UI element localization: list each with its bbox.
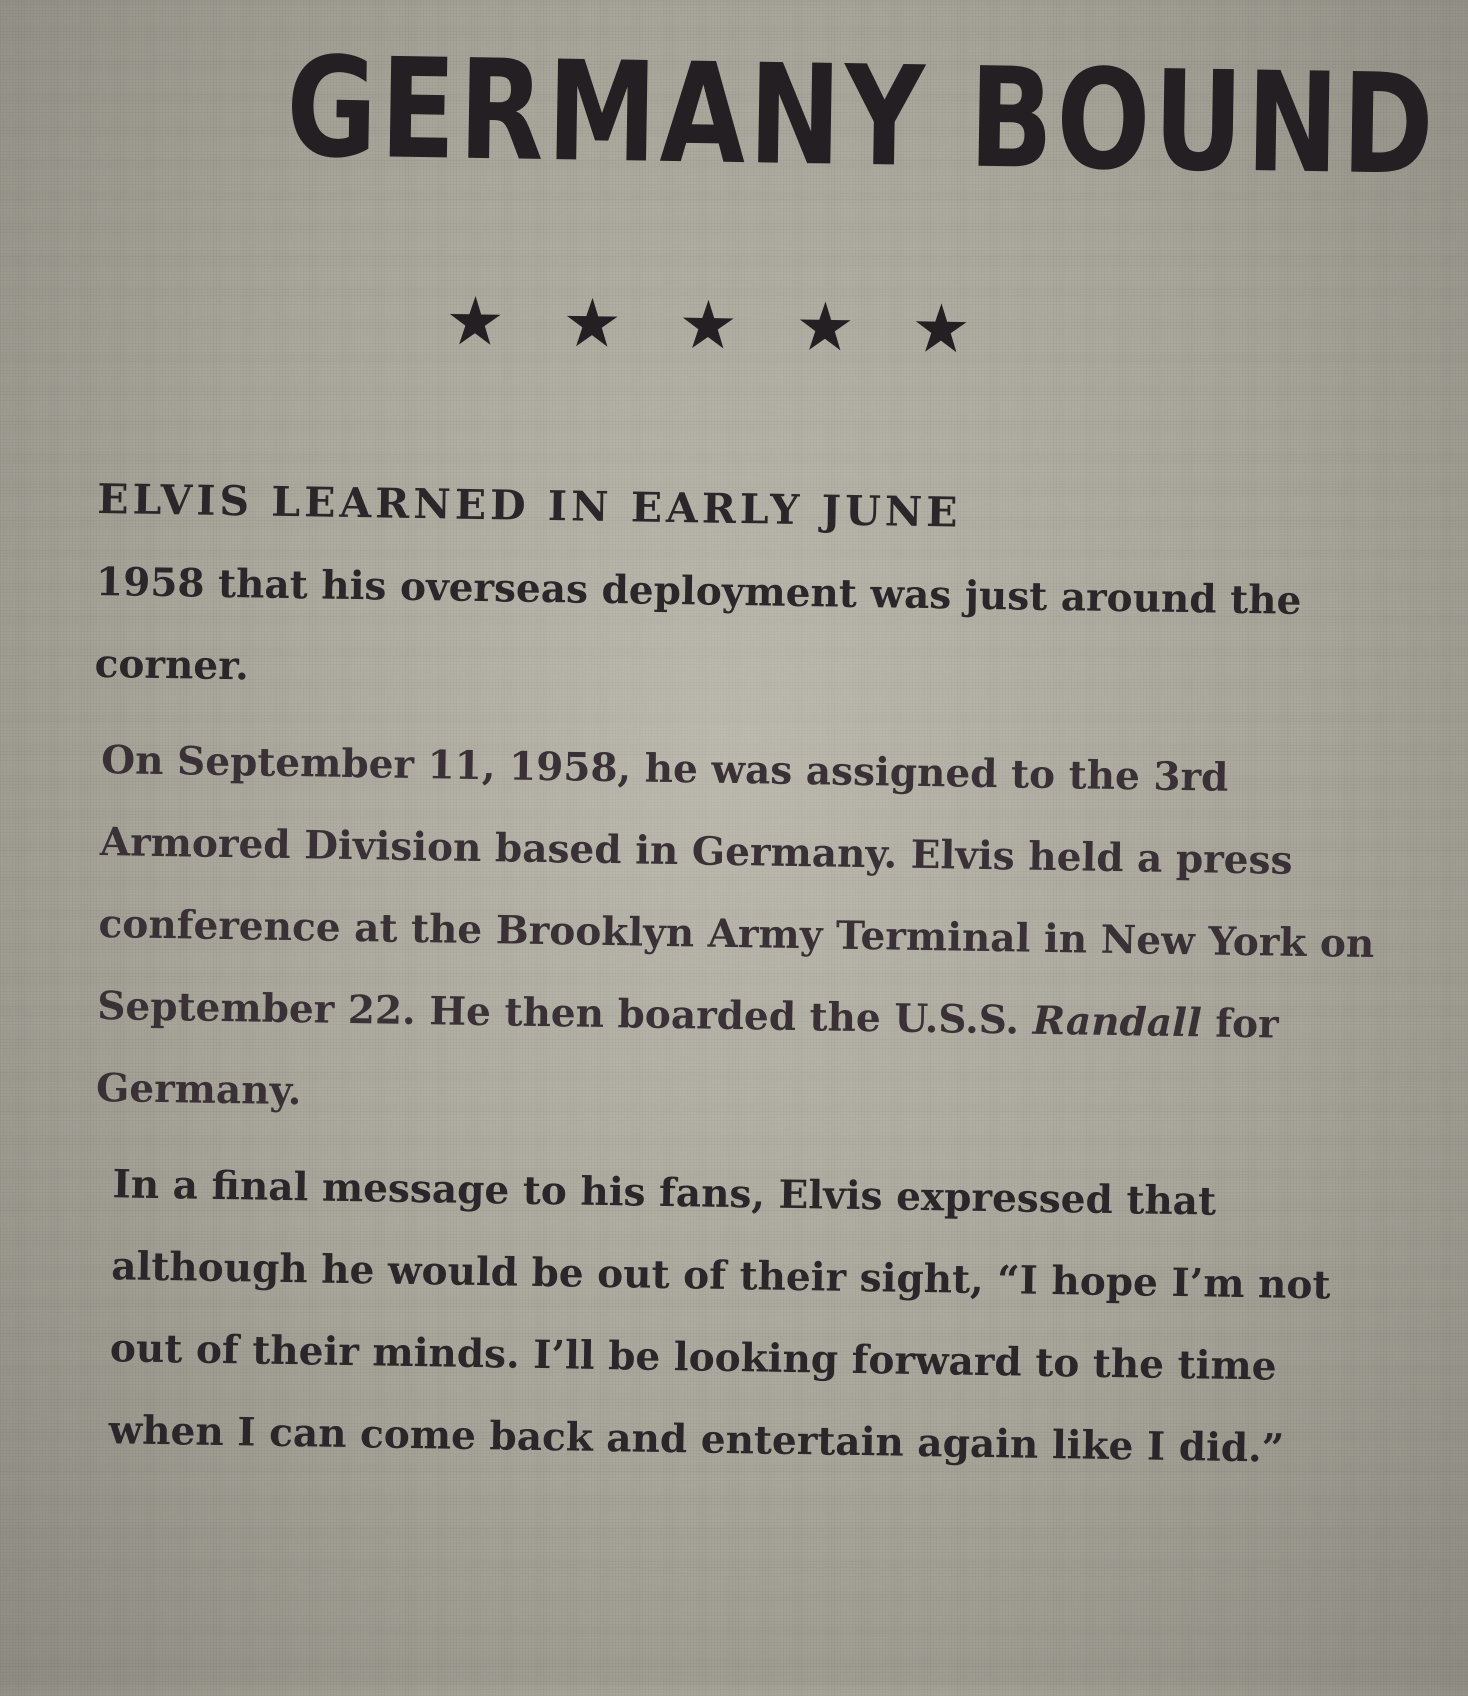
star-icon — [681, 297, 736, 352]
deployment-text: On September 11, 1958, he was assigned to the 3rd Armored Division based in Germany. Elvis held a press conference at the Brooklyn Army Terminal in New York on September 22. He then boarded the U.S.S. — [96, 737, 1375, 1044]
panel-body — [82, 458, 1408, 1491]
deployment-text-end: for Germany. — [95, 1000, 1280, 1115]
intro-paragraph — [94, 458, 1408, 726]
deployment-paragraph — [87, 719, 1403, 1150]
star-divider — [448, 285, 969, 363]
intro-lead: ELVIS LEARNED IN EARLY JUNE — [96, 474, 962, 537]
quote-paragraph — [82, 1143, 1397, 1492]
star-icon — [564, 295, 619, 350]
star-icon — [914, 301, 969, 356]
ship-name: Randall — [1032, 997, 1203, 1047]
star-icon — [797, 299, 852, 354]
quote-text: In a final message to his fans, Elvis expressed that although he would be out of their sight, “I hope I’m not out of their minds. I’ll be looking forward to the time when I can come back and entertain again like I did.” — [108, 1161, 1331, 1472]
intro-text: 1958 that his overseas deployment was just around the corner. — [94, 558, 1302, 690]
star-icon — [448, 293, 503, 348]
panel-title: GERMANY BOUND — [285, 26, 1439, 206]
